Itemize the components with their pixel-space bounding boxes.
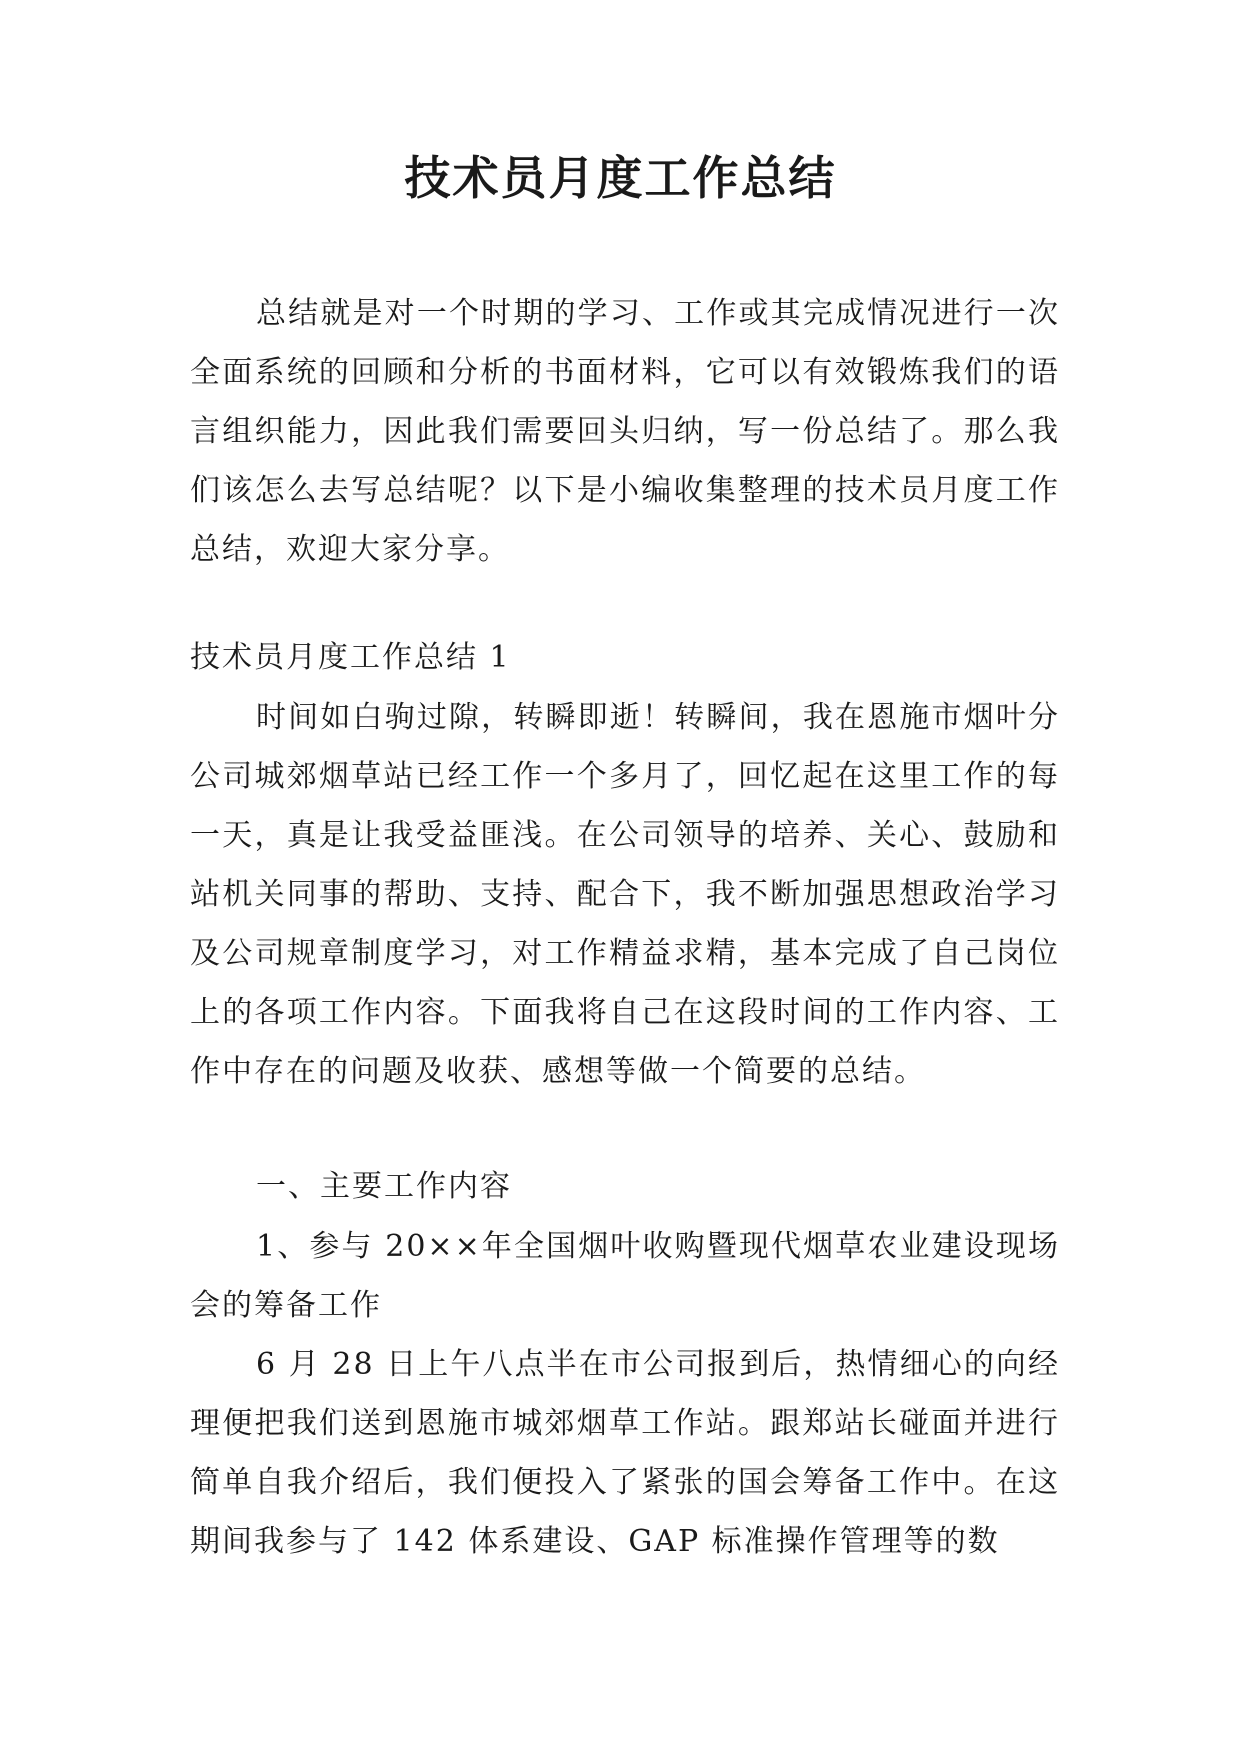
body-paragraph: 时间如白驹过隙，转瞬即逝！转瞬间，我在恩施市烟叶分公司城郊烟草站已经工作一个多月了，回忆起在这里工作的每一天，真是让我受益匪浅。在公司领导的培养、关心、鼓励和站机关同事的帮助、支持、配合下，我不断加强思想政治学习及公司规章制度学习，对工作精益求精，基本完成了自己岗位上的各项工作内容。下面我将自己在这段时间的工作内容、工作中存在的问题及收获、感想等做一个简要的总结。 [190,700,1060,1089]
list-item-heading: 1、参与 20××年全国烟叶收购暨现代烟草农业建设现场会的筹备工作 [190,1229,1060,1323]
subheading: 一、主要工作内容 [256,1169,512,1204]
section-heading: 技术员月度工作总结 1 [190,640,511,675]
intro-paragraph: 总结就是对一个时期的学习、工作或其完成情况进行一次全面系统的回顾和分析的书面材料，它可以有效锻炼我们的语言组织能力，因此我们需要回头归纳，写一份总结了。那么我们该怎么去写总结呢？以下是小编收集整理的技术员月度工作总结，欢迎大家分享。 [190,296,1060,567]
body-paragraph: 6 月 28 日上午八点半在市公司报到后，热情细心的向经理便把我们送到恩施市城郊烟草工作站。跟郑站长碰面并进行简单自我介绍后，我们便投入了紧张的国会筹备工作中。在这期间我参与了 142 体系建设、GAP 标准操作管理等的数 [190,1347,1060,1559]
document-title: 技术员月度工作总结 [404,151,837,205]
